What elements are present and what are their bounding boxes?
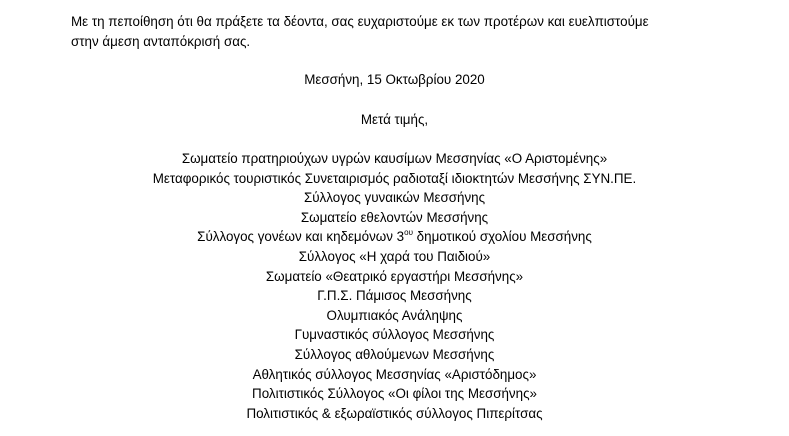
- signatory: Σωματείο εθελοντών Μεσσήνης: [300, 209, 489, 225]
- signatories-list: [0, 149, 789, 423]
- signatory: Αθλητικός σύλλογος Μεσσηνίας «Αριστόδημος»: [252, 366, 537, 382]
- place-date: Μεσσήνη, 15 Οκτωβρίου 2020: [304, 72, 485, 87]
- signatory: Πολιτιστικός & εξωραϊστικός σύλλογος Πιπερίτσας: [246, 405, 543, 421]
- signatory: Γυμναστικός σύλλογος Μεσσήνης: [294, 327, 495, 343]
- salutation: Μετά τιμής,: [360, 112, 429, 127]
- signatory: Ολυμπιακός Ανάληψης: [326, 307, 463, 323]
- signatory: [0, 227, 789, 247]
- signatory: Μεταφορικός τουριστικός Συνεταιρισμός ραδιοταξί ιδιοκτητών Μεσσήνης ΣΥΝ.ΠΕ.: [152, 170, 637, 186]
- closing-paragraph: [71, 12, 761, 52]
- signatory: Σύλλογος γυναικών Μεσσήνης: [303, 190, 486, 206]
- ordinal-superscript: ου: [404, 228, 413, 238]
- closing-paragraph-line-2: στην άμεση ανταπόκρισή σας.: [71, 34, 251, 49]
- signatory-text-after: δημοτικού σχολίου Μεσσήνης: [412, 229, 592, 245]
- signatory: Πολιτιστικός Σύλλογος «Οι φίλοι της Μεσσήνης»: [252, 386, 537, 402]
- signatory-text-before: Σύλλογος γονέων και κηδεμόνων 3: [197, 229, 405, 245]
- signatory: Γ.Π.Σ. Πάμισος Μεσσήνης: [317, 288, 472, 304]
- signatory: Σωματείο «Θεατρικό εργαστήρι Μεσσήνης»: [265, 268, 524, 284]
- signatory: Σύλλογος «Η χαρά του Παιδιού»: [298, 248, 491, 264]
- signatory: Σύλλογος αθλούμενων Μεσσήνης: [294, 346, 495, 362]
- closing-paragraph-line-1: Με τη πεποίθηση ότι θα πράξετε τα δέοντα, σας ευχαριστούμε εκ των προτέρων και ευελπιστούμε: [71, 14, 649, 29]
- signatory: Σωματείο πρατηριούχων υγρών καυσίμων Μεσσηνίας «Ο Αριστομένης»: [181, 151, 608, 166]
